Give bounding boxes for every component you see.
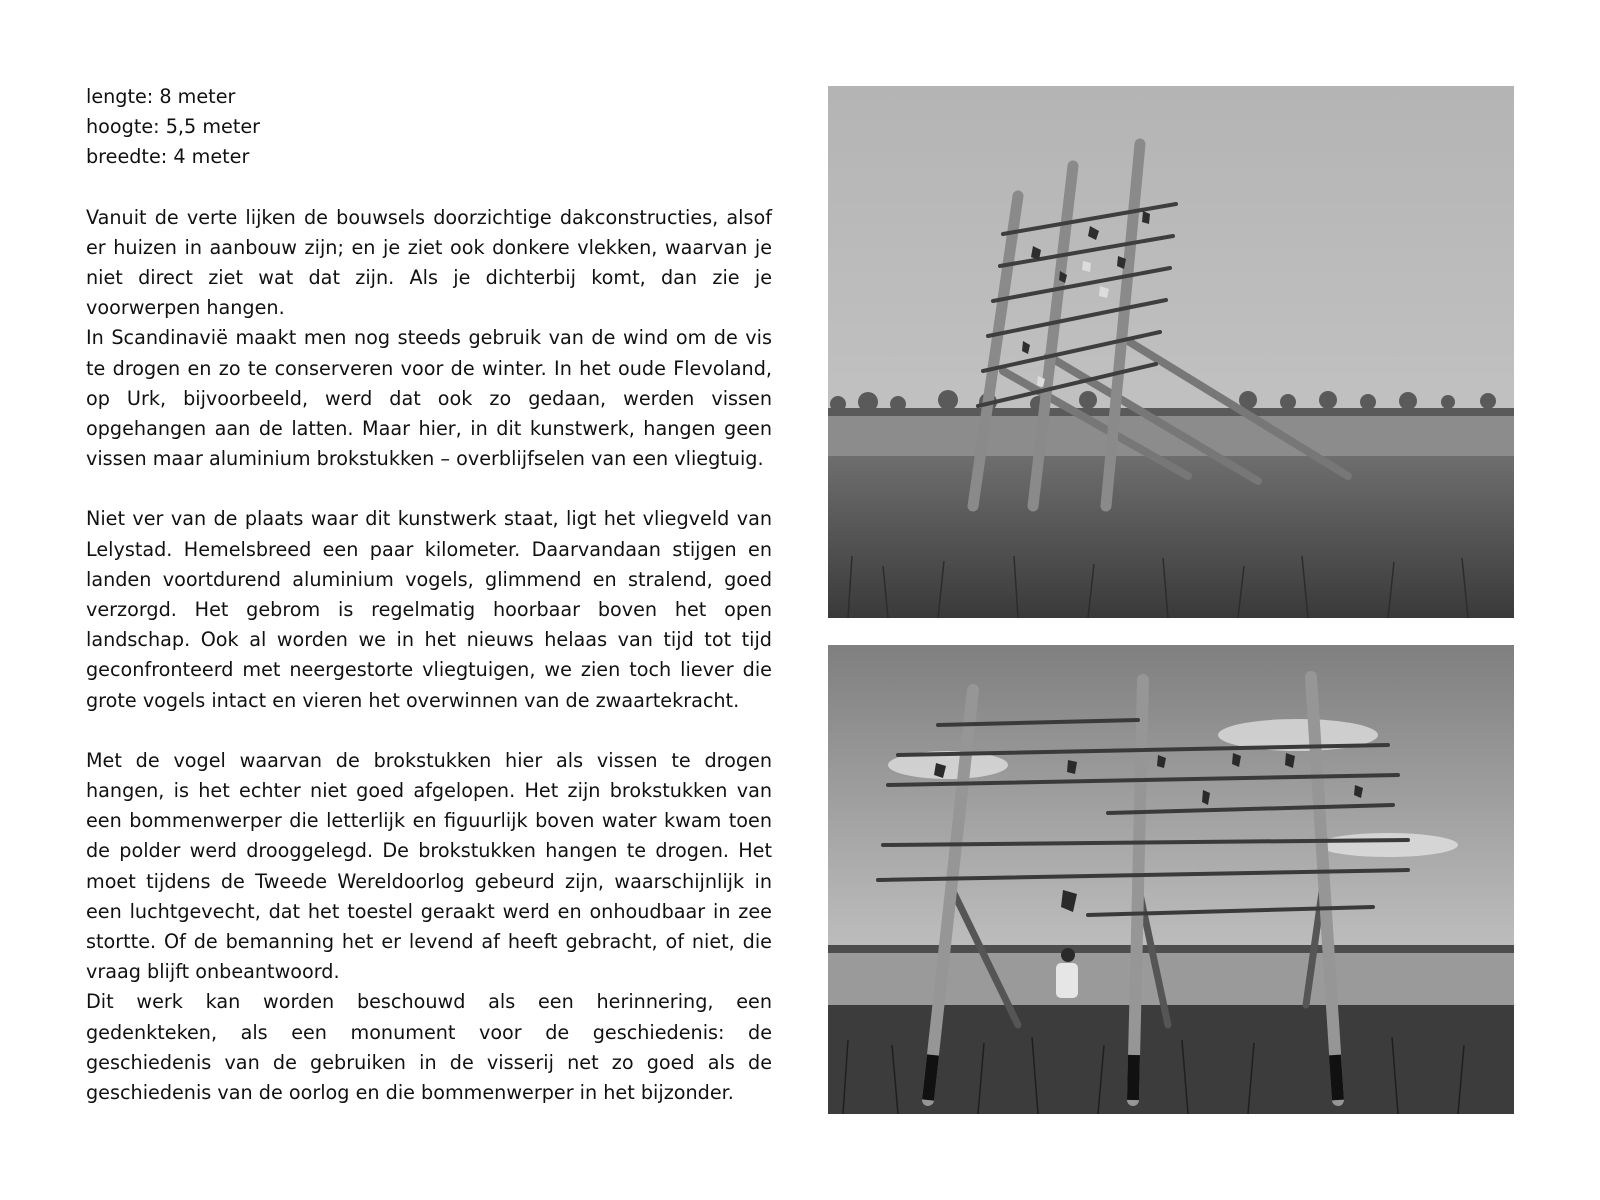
spec-height: hoogte: 5,5 meter <box>86 115 261 139</box>
paragraph-intro: Vanuit de verte lijken de bouwsels doorzichtige dakconstructies, alsof er huizen in aanbouw zijn; en je ziet ook donkere vlekken, waarvan je niet direct ziet wat dat zijn. Als je dichterbij komt, dan zie je voorwerpen hangen. <box>86 205 772 320</box>
photo-artwork-side-view <box>828 86 1514 618</box>
spec-width: breedte: 4 meter <box>86 145 250 169</box>
paragraph-airfield: Niet ver van de plaats waar dit kunstwerk staat, ligt het vliegveld van Lelystad. Hemelsbreed een paar kilometer. Daarvandaan stijgen en landen voortdurend aluminium vogels, glimmend en stralend, goed verzorgd. Het gebrom is regelmatig hoorbaar boven het open landschap. Ook al worden we in het nieuws helaas van tijd tot tijd geconfronteerd met neergestorte vliegtuigen, we zien toch liever die grote vogels intact en vieren het overwinnen van de zwaartekracht. <box>86 507 772 712</box>
paragraph-scandinavia: In Scandinavië maakt men nog steeds gebruik van de wind om de vis te drogen en zo te conserveren voor de winter. In het oude Flevoland, op Urk, bijvoorbeeld, werd dat ook zo gedaan, werden vissen opgehangen aan de latten. Maar hier, in dit kunstwerk, hangen geen vissen maar aluminium brokstukken – overblijfselen van een vliegtuig. <box>86 326 772 471</box>
paragraph-bomber: Met de vogel waarvan de brokstukken hier als vissen te drogen hangen, is het echter niet goed afgelopen. Het zijn brokstukken van een bommenwerper die letterlijk en figuurlijk boven water kwam toen de polder werd drooggelegd. De brokstukken hangen te drogen. Het moet tijdens de Tweede Wereldoorlog gebeurd zijn, waarschijnlijk in een luchtgevecht, dat het toestel geraakt werd en onhoudbaar in zee stortte. Of de bemanning het er levend af heeft gebracht, of niet, die vraag blijft onbeantwoord. <box>86 748 772 984</box>
photo-artwork-front-view <box>828 645 1514 1114</box>
article-text <box>86 82 772 1108</box>
paragraph-monument: Dit werk kan worden beschouwd als een herinnering, een gedenkteken, als een monument voor de geschiedenis: de geschiedenis van de gebruiken in de visserij net zo goed als de geschiedenis van de oorlog en die bommenwerper in het bijzonder. <box>86 990 772 1105</box>
spec-length: lengte: 8 meter <box>86 85 236 108</box>
